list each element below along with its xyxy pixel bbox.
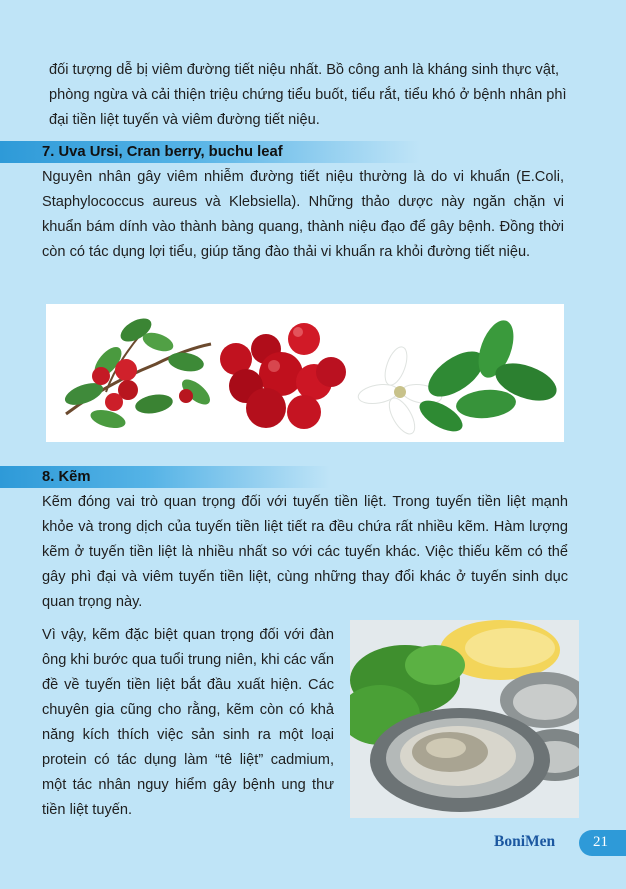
section-7-heading: 7. Uva Ursi, Cran berry, buchu leaf: [42, 144, 283, 160]
page-number: 21: [593, 834, 608, 850]
intro-paragraph: đối tượng dễ bị viêm đường tiết niệu nhất. Bồ công anh là kháng sinh thực vật, phòng ngừa và cải thiện triệu chứng tiểu buốt, tiểu rắt, tiểu khó ở bệnh nhân phì đại tiền liệt tuyến và viêm đường tiết niệu.: [49, 62, 567, 128]
section-8-paragraph-2: Vì vậy, kẽm đặc biệt quan trọng đối với đàn ông khi bước qua tuổi trung niên, khi các vấn đề về tuyến tiền liệt bắt đầu xuất hiện. Các chuyên gia cũng cho rằng, kẽm còn có khả năng kích thích việc sản sinh ra một loại protein có tác dụng làm “tê liệt” cadmium, một tác nhân nguy hiểm gây bệnh ung thư tiền liệt tuyến.: [42, 627, 334, 818]
oyster-illustration: [350, 620, 579, 818]
page-number-tab: [579, 830, 626, 856]
herbs-illustration: [46, 304, 564, 442]
oyster-photo: [350, 620, 579, 818]
herbs-photo: [46, 304, 564, 442]
section-8-paragraph-1: Kẽm đóng vai trò quan trọng đối với tuyến tiền liệt. Trong tuyến tiền liệt mạnh khỏe và trong dịch của tuyến tiền liệt tiết ra đều chứa rất nhiều kẽm. Hàm lượng kẽm ở tuyến tiền liệt là nhiều nhất so với các tuyến khác. Việc thiếu kẽm có thể gây phì đại và viêm tuyến tiền liệt, cùng những thay đổi khác ở tuyến sinh dục quan trọng này.: [42, 494, 568, 610]
section-7-paragraph: Nguyên nhân gây viêm nhiễm đường tiết niệu thường là do vi khuẩn (E.Coli, Staphylococcus aureus và Klebsiella). Những thảo dược này ngăn chặn vi khuẩn bám dính vào thành bàng quang, thành niệu đạo để gây bệnh. Đồng thời còn có tác dụng lợi tiểu, giúp tăng đào thải vi khuẩn ra khỏi đường tiết niệu.: [42, 169, 564, 260]
section-8-heading-bar: [0, 466, 330, 488]
section-7-heading-bar: [0, 141, 420, 163]
brand-logo: BoniMen: [494, 833, 556, 850]
section-8-heading: 8. Kẽm: [42, 469, 91, 485]
